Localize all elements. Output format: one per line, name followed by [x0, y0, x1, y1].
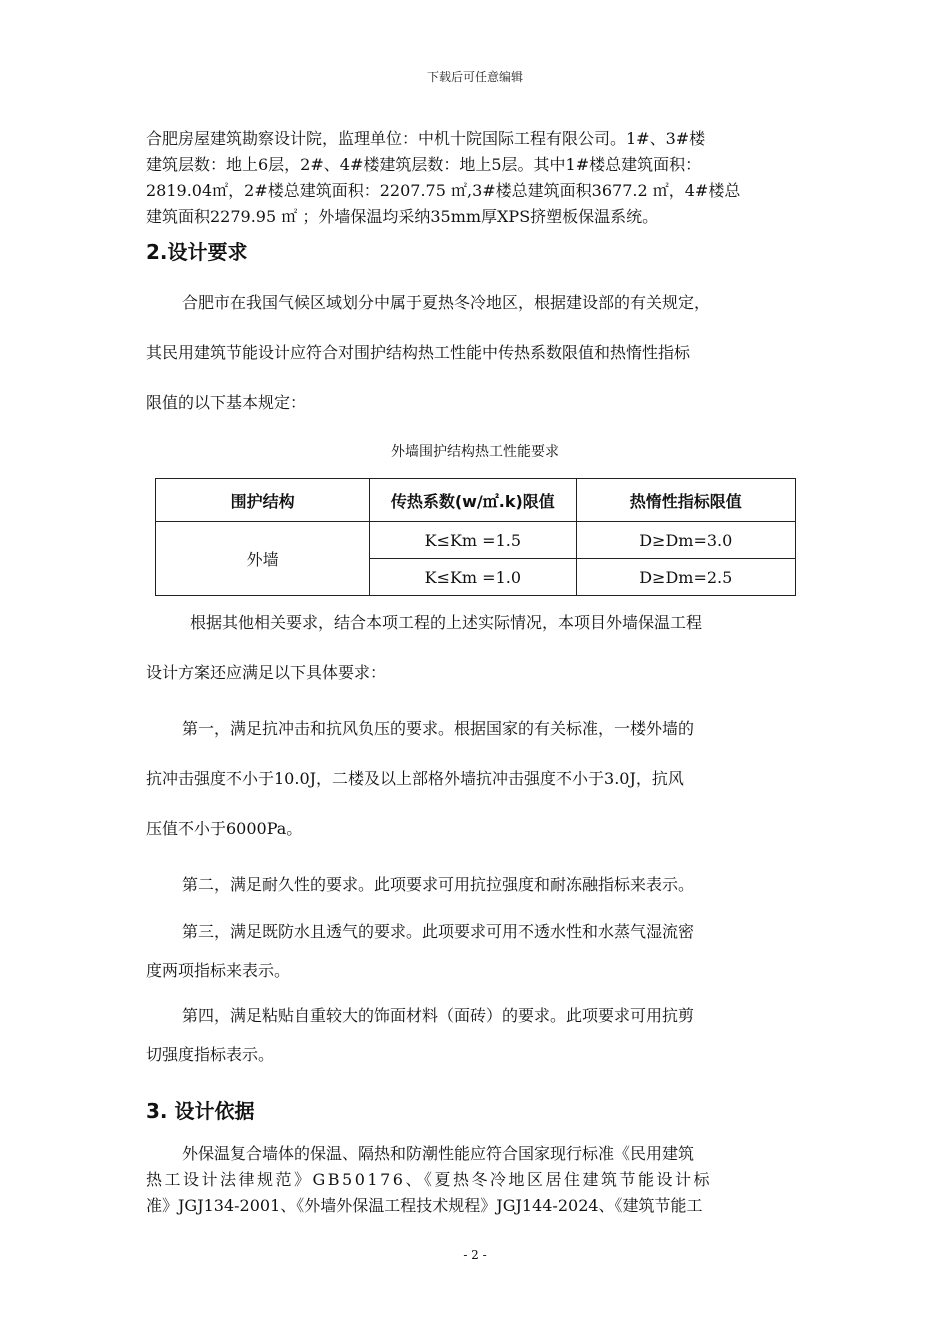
table-cell: D≥Dm=3.0: [576, 522, 796, 559]
text-line: 压值不小于6000Pa。: [146, 819, 303, 838]
table-cell: K≤Km =1.5: [370, 522, 576, 559]
table-cell: D≥Dm=2.5: [576, 559, 796, 596]
text-line: 限值的以下基本规定：: [146, 393, 307, 412]
page-number: - 2 -: [463, 1248, 487, 1262]
text-line: 外保温复合墙体的保温、隔热和防潮性能应符合国家现行标准《民用建筑: [182, 1144, 695, 1163]
table-caption: 外墙围护结构热工性能要求: [391, 444, 559, 460]
text-line: 合肥房屋建筑勘察设计院，监理单位：中机十院国际工程有限公司。1#、3#楼: [146, 129, 706, 148]
text-line: 2819.04㎡，2#楼总建筑面积：2207.75 ㎡,3#楼总建筑面积3677.2 ㎡，4#楼总: [146, 181, 741, 200]
text-line: 合肥市在我国气候区域划分中属于夏热冬冷地区，根据建设部的有关规定，: [182, 293, 711, 312]
table-cell: K≤Km =1.0: [370, 559, 576, 596]
text-line: 准》JGJ134-2001、《外墙外保温工程技术规程》JGJ144-2024、《建筑节能工: [146, 1196, 703, 1215]
table-row-label: 外墙: [156, 522, 370, 596]
text-line: 建筑层数：地上6层，2#、4#楼建筑层数：地上5层。其中1#楼总建筑面积：: [146, 155, 702, 174]
text-line: 热工设计法律规范》GB50176、《夏热冬冷地区居住建筑节能设计标: [146, 1170, 712, 1189]
text-line: 根据其他相关要求，结合本项工程的上述实际情况，本项目外墙保温工程: [190, 613, 703, 632]
table-header-cell: 围护结构: [156, 479, 370, 522]
table-header-cell: 传热系数(w/㎡.k)限值: [370, 479, 576, 522]
text-line: 第三，满足既防水且透气的要求。此项要求可用不透水性和水蒸气湿流密: [182, 922, 695, 941]
table-row: [156, 522, 796, 559]
table-header-cell: 热惰性指标限值: [576, 479, 796, 522]
page-header: 下载后可任意编辑: [426, 70, 523, 84]
text-line: 第四，满足粘贴自重较大的饰面材料（面砖）的要求。此项要求可用抗剪: [182, 1006, 695, 1025]
section-3-title: 3. 设计依据: [146, 1099, 255, 1123]
requirement-second: 第二，满足耐久性的要求。此项要求可用抗拉强度和耐冻融指标来表示。: [182, 875, 695, 894]
text-line: 切强度指标表示。: [146, 1045, 275, 1064]
text-line: 抗冲击强度不小于10.0J，二楼及以上部格外墙抗冲击强度不小于3.0J，抗风: [146, 769, 684, 788]
text-line: 第一，满足抗冲击和抗风负压的要求。根据国家的有关标准，一楼外墙的: [182, 719, 695, 738]
text-line: 其民用建筑节能设计应符合对围护结构热工性能中传热系数限值和热惰性指标: [146, 343, 691, 362]
text-line: 度两项指标来表示。: [146, 961, 291, 980]
text-line: 设计方案还应满足以下具体要求：: [146, 663, 387, 682]
thermal-requirements-table: [155, 478, 796, 596]
text-line: 建筑面积2279.95 ㎡ ；外墙保温均采纳35mm厚XPS挤塑板保温系统。: [146, 207, 659, 226]
table-header-row: [156, 479, 796, 522]
section-2-title: 2.设计要求: [146, 240, 248, 264]
